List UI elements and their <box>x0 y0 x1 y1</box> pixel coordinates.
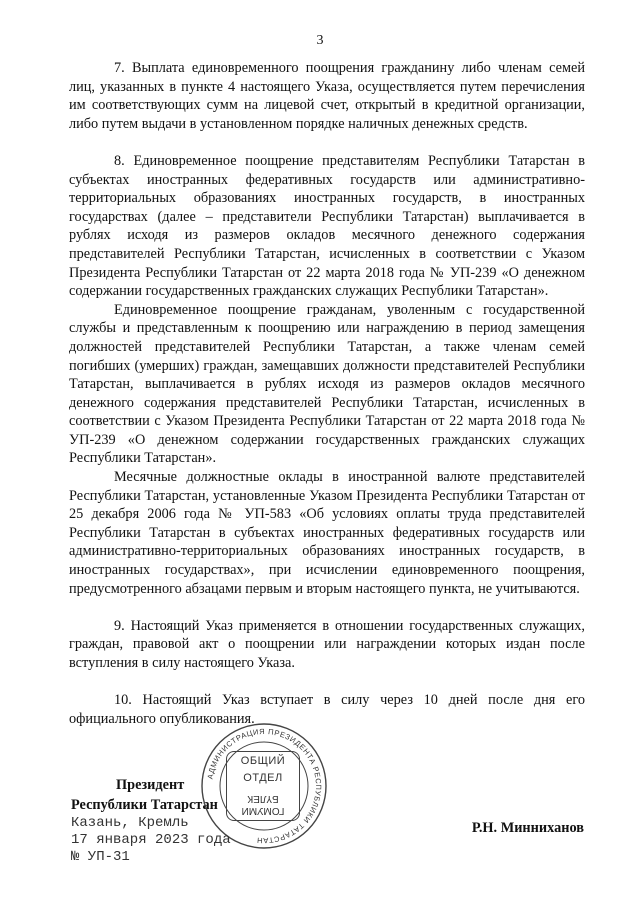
stamp-mirror-line-2: БҮЛЕК <box>247 793 279 804</box>
footer-place: Казань, Кремль <box>71 815 189 831</box>
stamp-line-2: ОТДЕЛ <box>243 772 283 784</box>
stamp-mirror-line-1: ГОМУМИ <box>241 805 285 816</box>
document-footer <box>71 815 231 866</box>
page-number: 3 <box>316 33 324 48</box>
document-body <box>69 59 585 728</box>
footer-date: 17 января 2023 года <box>71 832 231 848</box>
paragraph-8-part-2: Единовременное поощрение гражданам, уволенным с государственной службы и представленным к поощрению или награждению в период замещения должностей представителей Республики Татарстан, а также членам семей погибших (умерших) граждан, замещавших должности представителей Республики Татарстан, выплачивается в рублях исходя из размеров окладов месячного денежного содержания представителей Республики Татарстан, исчисленных в соответствии с Указом Президента Республики Татарстан от 22 марта 2018 года № УП-239 «О денежном содержании государственных гражданских служащих Республики Татарстан». <box>69 301 585 467</box>
paragraph-10: 10. Настоящий Указ вступает в силу через 10 дней после дня его официального опубликования. <box>69 692 585 727</box>
stamp-line-1: ОБЩИЙ <box>240 755 286 767</box>
signature-name: Р.Н. Минниханов <box>471 820 584 836</box>
signature-title-line1: Президент <box>116 777 185 793</box>
paragraph-8-part-3: Месячные должностные оклады в иностранной валюте представителей Республики Татарстан, установленные Указом Президента Республики Татарстан от 25 декабря 2006 года № УП-583 «Об условиях оплаты труда представителей Республики Татарстан в субъектах иностранных федеративных государств или административно-территориальных образованиях иностранных государств, в иностранных государствах», при исчислении единовременного поощрения, предусмотренного абзацами первым и вторым настоящего пункта, не учитываются. <box>69 469 585 597</box>
paragraph-8: 8. Единовременное поощрение представителям Республики Татарстан в субъектах иностранных федеративных государств или административно-территориальных образованиях иностранных государств, в иностранных государствах (далее – представители Республики Татарстан) выплачивается в рублях исходя из размеров окладов месячного денежного содержания представителей Республики Татарстан, исчисленных в соответствии с Указом Президента Республики Татарстан от 22 марта 2018 года № УП-239 «О денежном содержании государственных гражданских служащих Республики Татарстан». <box>69 152 585 300</box>
footer-number: № УП-31 <box>71 849 130 865</box>
signature-title-line2: Республики Татарстан <box>71 797 218 813</box>
stamp-ring-text: АДМИНИСТРАЦИЯ ПРЕЗИДЕНТА РЕСПУБЛИКИ ТАТАРСТАН <box>205 726 324 846</box>
paragraph-9: 9. Настоящий Указ применяется в отношении государственных служащих, граждан, правовой акт о поощрении или награждении которых издан после вступления в силу настоящего Указа. <box>69 617 585 671</box>
paragraph-7: 7. Выплата единовременного поощрения гражданину либо членам семей лиц, указанных в пункте 4 настоящего Указа, осуществляется путем перечисления им соответствующих сумм на лицевой счет, открытый в кредитной организации, либо путем выдачи в установленном порядке наличных денежных средств. <box>69 60 585 132</box>
stamp-mirrored-text <box>226 792 300 816</box>
